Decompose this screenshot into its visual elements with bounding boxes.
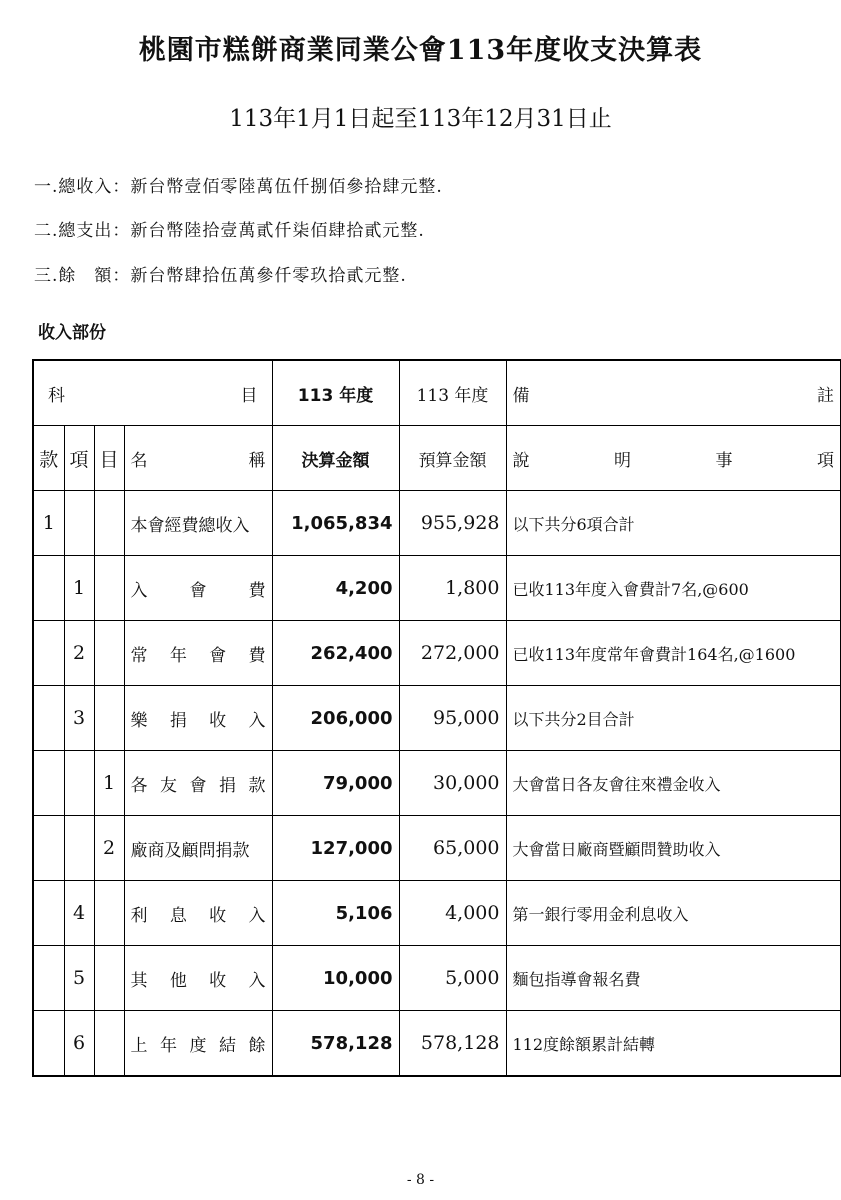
- table-row: [33, 946, 841, 1011]
- budget-amount-cell: 30,000: [399, 751, 506, 816]
- actual-amount-cell: 578,128: [272, 1011, 399, 1077]
- xiang-cell: 1: [64, 556, 94, 621]
- item-name-char: 收: [209, 905, 227, 926]
- actual-amount-cell: 127,000: [272, 816, 399, 881]
- table-row: [33, 1011, 841, 1077]
- item-name-cell: [124, 491, 272, 556]
- actual-amount-cell: 5,106: [272, 881, 399, 946]
- note-cell: 大會當日廠商暨顧問贊助收入: [506, 816, 841, 881]
- period-subtitle: 113年1月1日起至113年12月31日止: [229, 106, 612, 132]
- item-name-char: 捐: [219, 775, 236, 796]
- budget-amount-cell: 272,000: [399, 621, 506, 686]
- header-note-char: 明: [614, 450, 631, 471]
- item-name-cell: [124, 881, 272, 946]
- item-name-char: 費: [248, 645, 266, 666]
- item-name-char: 費: [248, 580, 266, 601]
- note-cell: 已收113年度入會費計7名,@600: [506, 556, 841, 621]
- item-name-char: 捐: [169, 710, 187, 731]
- item-name-char: 度: [189, 1035, 207, 1056]
- table-row: [33, 491, 841, 556]
- budget-amount-cell: 65,000: [399, 816, 506, 881]
- header-remarks-right: 註: [817, 385, 834, 406]
- note-cell: 以下共分2目合計: [506, 686, 841, 751]
- kuan-cell: [33, 881, 64, 946]
- item-name-char: 收: [209, 970, 227, 991]
- budget-amount-cell: 955,928: [399, 491, 506, 556]
- table-row: [33, 686, 841, 751]
- note-cell: 112度餘額累計結轉: [506, 1011, 841, 1077]
- item-name-char: 各: [130, 775, 148, 796]
- header-note-char: 說: [512, 450, 530, 471]
- xiang-cell: 4: [64, 881, 94, 946]
- mu-cell: [94, 621, 124, 686]
- item-name-cell: [124, 1011, 272, 1077]
- item-name-char: 結: [219, 1035, 236, 1056]
- budget-amount-cell: 5,000: [399, 946, 506, 1011]
- item-name-char: 會: [189, 580, 207, 601]
- item-name-char: 餘: [248, 1035, 266, 1056]
- header-remarks: [506, 360, 841, 426]
- table-header-row-1: [33, 360, 841, 426]
- summary-total-income: 一.總收入：新台幣壹佰零陸萬伍仟捌佰參拾肆元整.: [34, 177, 443, 197]
- item-name-char: 息: [169, 905, 187, 926]
- item-name-cell: [124, 621, 272, 686]
- header-name: [124, 426, 272, 491]
- item-name-char: 入: [130, 580, 148, 601]
- header-kuan: 款: [33, 426, 64, 491]
- item-name-char: 上: [130, 1035, 148, 1056]
- header-budget-amount: 預算金額: [399, 426, 506, 491]
- kuan-cell: 1: [33, 491, 64, 556]
- header-subject-right: 目: [240, 385, 258, 406]
- note-cell: 大會當日各友會往來禮金收入: [506, 751, 841, 816]
- actual-amount-cell: 206,000: [272, 686, 399, 751]
- kuan-cell: [33, 556, 64, 621]
- actual-amount-cell: 1,065,834: [272, 491, 399, 556]
- xiang-cell: 3: [64, 686, 94, 751]
- header-xiang: 項: [64, 426, 94, 491]
- kuan-cell: [33, 816, 64, 881]
- header-name-left: 名: [130, 450, 148, 471]
- header-note-char: 事: [715, 450, 733, 471]
- actual-amount-cell: 10,000: [272, 946, 399, 1011]
- item-name-char: 入: [248, 905, 266, 926]
- budget-amount-cell: 95,000: [399, 686, 506, 751]
- xiang-cell: 6: [64, 1011, 94, 1077]
- kuan-cell: [33, 621, 64, 686]
- item-name-char: 其: [130, 970, 148, 991]
- mu-cell: [94, 946, 124, 1011]
- item-name-char: 會: [189, 775, 207, 796]
- item-name-cell: [124, 816, 272, 881]
- item-name-char: 年: [169, 645, 187, 666]
- mu-cell: [94, 556, 124, 621]
- note-cell: 麵包指導會報名費: [506, 946, 841, 1011]
- table-row: [33, 621, 841, 686]
- header-note: [506, 426, 841, 491]
- item-name-char: 入: [248, 970, 266, 991]
- section-title-income: 收入部份: [38, 323, 106, 343]
- header-subject: [33, 360, 272, 426]
- item-name-cell: [124, 686, 272, 751]
- kuan-cell: [33, 1011, 64, 1077]
- mu-cell: 2: [94, 816, 124, 881]
- note-cell: 已收113年度常年會費計164名,@1600: [506, 621, 841, 686]
- header-actual-year: 113 年度: [272, 360, 399, 426]
- mu-cell: 1: [94, 751, 124, 816]
- item-name-char: 友: [160, 775, 177, 796]
- header-note-char: 項: [817, 450, 834, 471]
- kuan-cell: [33, 751, 64, 816]
- xiang-cell: 5: [64, 946, 94, 1011]
- actual-amount-cell: 79,000: [272, 751, 399, 816]
- budget-amount-cell: 1,800: [399, 556, 506, 621]
- mu-cell: [94, 686, 124, 751]
- income-table: [32, 359, 841, 1077]
- xiang-cell: [64, 491, 94, 556]
- item-name-char: 入: [248, 710, 266, 731]
- summary-balance: 三.餘 額：新台幣肆拾伍萬參仟零玖拾貳元整.: [34, 266, 407, 286]
- xiang-cell: [64, 816, 94, 881]
- kuan-cell: [33, 946, 64, 1011]
- header-actual-amount: 決算金額: [272, 426, 399, 491]
- item-name-char: 廠商及顧問捐款: [130, 840, 250, 861]
- mu-cell: [94, 1011, 124, 1077]
- summary-total-expense: 二.總支出：新台幣陸拾壹萬貳仟柒佰肆拾貳元整.: [34, 221, 425, 241]
- table-row: [33, 816, 841, 881]
- header-subject-left: 科: [48, 385, 65, 406]
- item-name-char: 常: [130, 645, 148, 666]
- item-name-char: 利: [130, 905, 148, 926]
- mu-cell: [94, 881, 124, 946]
- table-header-row-2: [33, 426, 841, 491]
- budget-amount-cell: 578,128: [399, 1011, 506, 1077]
- item-name-char: 樂: [130, 710, 148, 731]
- header-name-right: 稱: [248, 450, 266, 471]
- kuan-cell: [33, 686, 64, 751]
- item-name-char: 本會經費總收入: [130, 515, 250, 536]
- item-name-char: 會: [209, 645, 227, 666]
- mu-cell: [94, 491, 124, 556]
- page-title: 桃園市糕餅商業同業公會113年度收支決算表: [138, 35, 703, 66]
- budget-amount-cell: 4,000: [399, 881, 506, 946]
- actual-amount-cell: 262,400: [272, 621, 399, 686]
- header-budget-year: 113 年度: [399, 360, 506, 426]
- item-name-char: 收: [209, 710, 227, 731]
- item-name-char: 他: [169, 970, 187, 991]
- table-row: [33, 751, 841, 816]
- item-name-char: 款: [248, 775, 266, 796]
- item-name-cell: [124, 556, 272, 621]
- header-mu: 目: [94, 426, 124, 491]
- actual-amount-cell: 4,200: [272, 556, 399, 621]
- note-cell: 第一銀行零用金利息收入: [506, 881, 841, 946]
- table-row: [33, 556, 841, 621]
- xiang-cell: [64, 751, 94, 816]
- item-name-char: 年: [160, 1035, 177, 1056]
- xiang-cell: 2: [64, 621, 94, 686]
- item-name-cell: [124, 946, 272, 1011]
- table-row: [33, 881, 841, 946]
- header-remarks-left: 備: [512, 385, 530, 406]
- item-name-cell: [124, 751, 272, 816]
- note-cell: 以下共分6項合計: [506, 491, 841, 556]
- page-number: - 8 -: [406, 1172, 435, 1188]
